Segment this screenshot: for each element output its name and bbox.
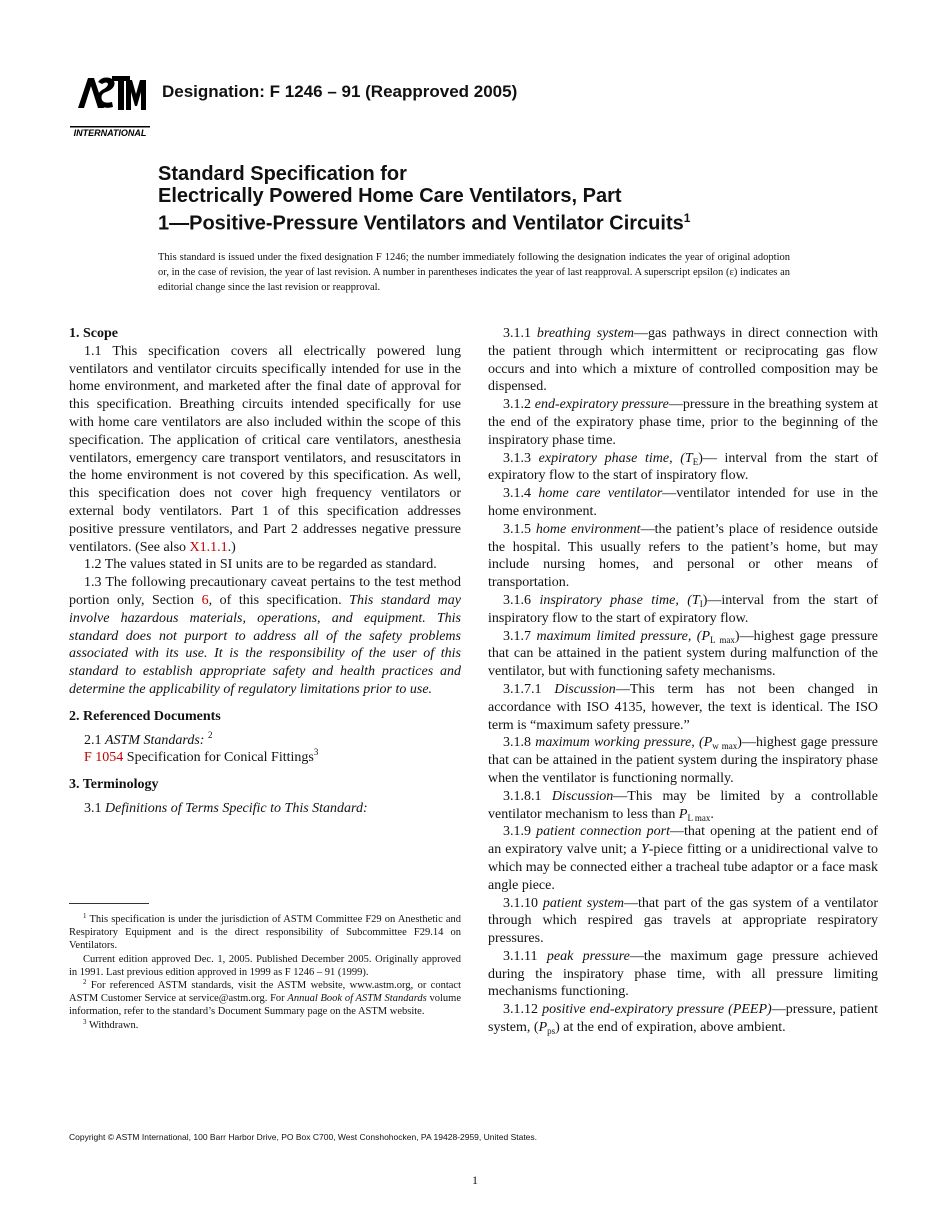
definition-3-1-1: 3.1.1 breathing system—gas pathways in direct connection with the patient through which intermittent or reciprocating gas flow occurs and into which a mixture of controlled composition may be dispensed.	[488, 326, 879, 395]
title-line-3: 1—Positive-Pressure Ventilators and Ventilator Circuits$^1$	[158, 211, 691, 235]
title-line-2: Electrically Powered Home Care Ventilators, Part	[158, 185, 622, 207]
document-title	[158, 163, 898, 235]
definition-3-1-4: 3.1.4 home care ventilator—ventilator intended for use in the home environment.	[488, 486, 878, 519]
section-heading-terminology: 3. Terminology	[69, 777, 159, 793]
section-heading-scope: 1. Scope	[69, 326, 118, 341]
definition-3-1-8-1: 3.1.8.1 Discussion—This may be limited by a controllable ventilator mechanism to less than $P_{L max}$.	[488, 788, 879, 823]
footnote-3: $^3$ Withdrawn.	[83, 1017, 139, 1031]
definition-3-1-3: 3.1.3 expiratory phase time, $(T_E)—$ interval from the start of expiratory flow to the start of inspiratory flow.	[488, 450, 878, 484]
definition-3-1-12: 3.1.12 positive end-expiratory pressure (PEEP)—pressure, patient system, $(P_{ps})$ at the end of expiration, above ambient.	[488, 1002, 879, 1037]
link-x1-1-1[interactable]: X1.1.1	[189, 539, 228, 555]
definition-3-1-5: 3.1.5 home environment—the patient’s place of residence outside the hospital. This usually refers to the patient’s home, but may include nursing homes, and personal or other means of transportation.	[488, 521, 878, 591]
issuance-note: This standard is issued under the fixed designation F 1246; the number immediately following the designation indicates the year of original adoption or, in the case of revision, the year of last revision. A number in parentheses indicates the year of last reapproval. A superscript epsilon (ε) indicates an editorial change since the last revision or reapproval.	[158, 252, 790, 293]
definition-3-1-10: 3.1.10 patient system—that part of the gas system of a ventilator through which respired gas travels at appropriate respiratory pressures.	[488, 895, 878, 947]
footnote-1b: Current edition approved Dec. 1, 2005. Published December 2005. Originally approved in 1991. Last previous edition approved in 1999 as F 1246 – 91 (1999).	[69, 953, 461, 978]
footnote-1: $^1$ This specification is under the jurisdiction of ASTM Committee F29 on Anesthetic and Respiratory Equipment and is the direct responsibility of Subcommittee F29.14 on Ventilators.	[69, 912, 462, 952]
section-heading-referenced-documents: 2. Referenced Documents	[69, 708, 221, 724]
safety-caveat: This standard may involve hazardous materials, operations, and equipment. This standard does not purport to address all of the safety problems associated with its use. It is the responsibility of the user of this standard to establish appropriate safety and health practices and determine the applicability of regulatory limitations prior to use.	[69, 592, 461, 697]
page-number: 1	[472, 1173, 478, 1187]
copyright-notice: Copyright © ASTM International, 100 Barr Harbor Drive, PO Box C700, West Conshohocken, PA 19428-2959, United States.	[69, 1132, 538, 1142]
left-column	[69, 325, 461, 818]
link-section-6[interactable]: 6	[201, 592, 209, 608]
definition-3-1-7: 3.1.7 maximum limited pressure, $(P_{L max})—highest$ gage pressure that can be attained in the patient system during malfunction of the ventilator, but with functioning safety mechanisms.	[488, 628, 878, 680]
right-column	[488, 325, 878, 1037]
definition-3-1-8: 3.1.8 maximum working pressure, $(P_{w max})—highest$ gage pressure that can be attained in the patient system during the inspiratory phase when the ventilator is functioning normally.	[488, 735, 878, 786]
footnotes	[69, 913, 461, 1032]
footnote-divider	[69, 903, 149, 904]
link-f1054[interactable]: F 1054	[84, 750, 124, 766]
astm-logo	[68, 68, 152, 140]
title-line-1: Standard Specification for	[158, 163, 407, 185]
logo-text: INTERNATIONAL	[73, 128, 147, 138]
definition-3-1-6: 3.1.6 inspiratory phase time, $(T_I)—interval$ from the start of inspiratory flow to the start of expiratory flow.	[488, 592, 878, 626]
paragraph-2-1: 2.1 ASTM Standards: $^2$	[84, 729, 213, 748]
designation: Designation: F 1246 – 91 (Reapproved 2005)	[162, 82, 518, 101]
definition-3-1-11: 3.1.11 peak pressure—the maximum gage pressure achieved during the inspiratory phase time, with all pressure limiting mechanisms functioning.	[488, 948, 879, 1000]
footnote-2: $^2$ For referenced ASTM standards, visit the ASTM website, www.astm.org, or contact ASTM Customer Service at service@astm.org. For Annual Book of ASTM Standards volume information, refer to the standard’s Document Summary page on the ASTM website.	[69, 978, 461, 1018]
paragraph-1-3: 1.3 The following precautionary caveat pertains to the test method portion only, Section 6, of this specification. This standard may involve hazardous materials, operations, and equipment. This standard does not purport to address all of the safety problems associated with its use. It is the responsibility of the user of this standard to establish appropriate safety and health practices and determine the applicability of regulatory limitations prior to use.	[69, 575, 461, 697]
definition-3-1-7-1: 3.1.7.1 Discussion—This term has not been changed in accordance with ISO 4135, however, the text is identical. The ISO term is “maximum safety pressure.”	[488, 681, 878, 733]
paragraph-3-1: 3.1 Definitions of Terms Specific to This Standard:	[84, 800, 368, 816]
definition-3-1-2: 3.1.2 end-expiratory pressure—pressure in the breathing system at the end of the expiratory phase time, prior to the beginning of the inspiratory phase time.	[488, 397, 878, 448]
title-footnote-mark: 1	[683, 211, 691, 225]
reference-f1054: F 1054 Specification for Conical Fittings$^3$	[84, 747, 319, 766]
definition-3-1-9: 3.1.9 patient connection port—that opening at the patient end of an expiratory valve unit; a Y-piece fitting or a unidirectional valve to which may be connected either a tracheal tube adaptor or a face mask angle piece.	[488, 824, 879, 893]
paragraph-1-2: 1.2 The values stated in SI units are to be regarded as standard.	[84, 557, 437, 573]
paragraph-1-1: 1.1 This specification covers all electrically powered lung ventilators and ventilator circuits specifically intended for use in the home environment, and marketed after the final date of approval for this specification. Breathing circuits intended specifically for use with home care ventilators are also included within the scope of this specification. The application of critical care ventilators, anesthesia ventilators, emergency care transport ventilators, and resuscitators in the home environment is not covered by this specification. As well, this specification does not cover high frequency ventilators or external body ventilators. Part 1 of this specification addresses positive pressure ventilators, and Part 2 addresses negative pressure ventilators. (See also X1.1.1.)	[69, 343, 461, 555]
